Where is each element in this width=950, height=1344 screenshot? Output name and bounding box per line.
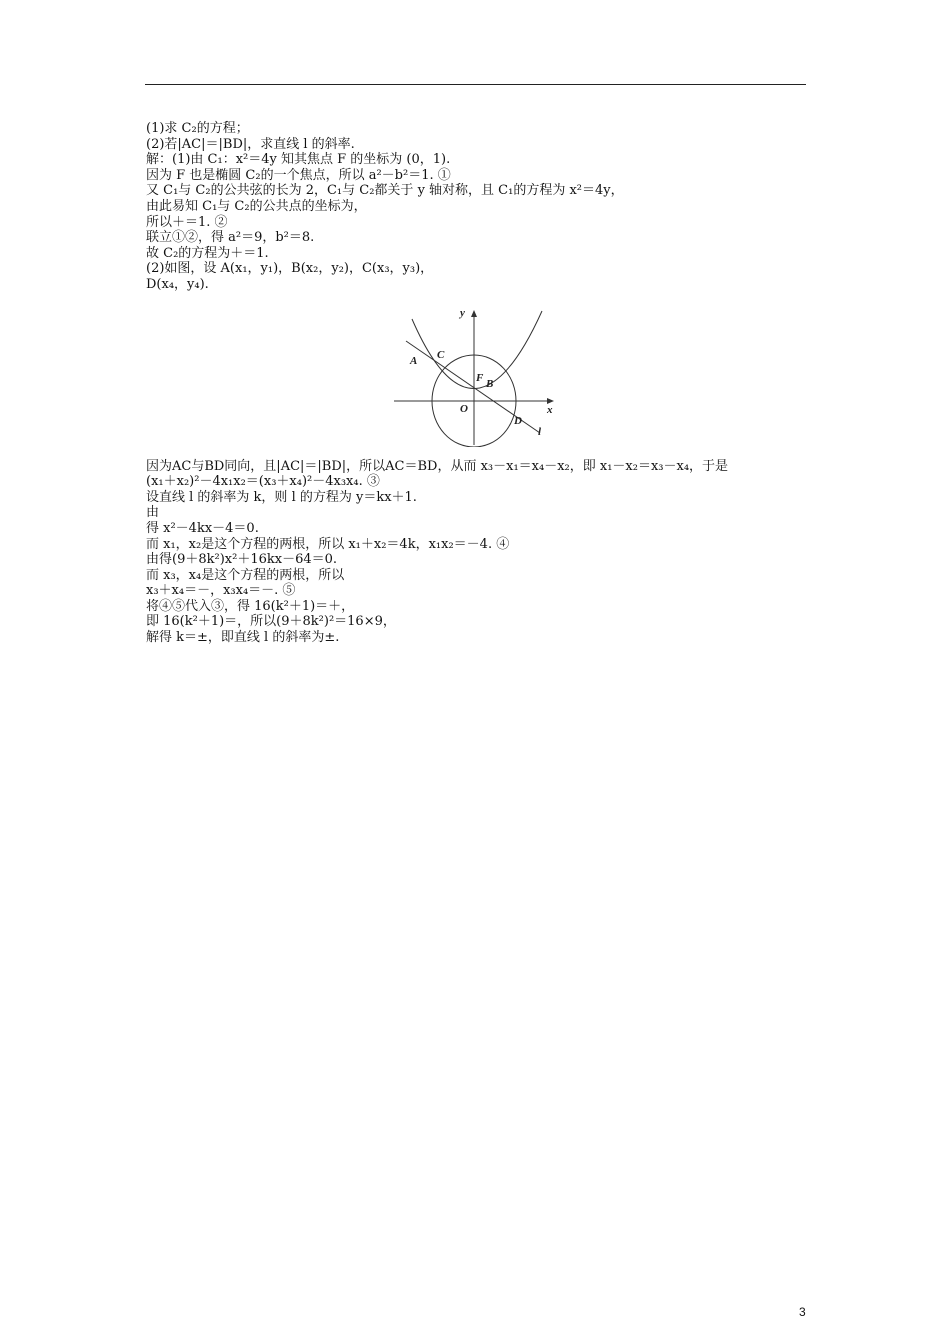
text-line: 而 x₃，x₄是这个方程的两根，所以 (146, 567, 345, 583)
text-line: (2)如图，设 A(x₁，y₁)，B(x₂，y₂)，C(x₃，y₃)， (146, 261, 434, 277)
text-line: (x₁＋x₂)²－4x₁x₂＝(x₃＋x₄)²－4x₃x₄. ③ (146, 474, 380, 490)
text-line: 因为 F 也是椭圆 C₂的一个焦点，所以 a²－b²＝1. ① (146, 167, 451, 183)
label-D: D (514, 415, 522, 427)
header-rule (145, 84, 806, 85)
text-line: 因为AC与BD同向，且|AC|＝|BD|，所以AC＝BD，从而 x₃－x₁＝x₄－x₂，即 x₁－x₂＝x₃－x₄，于是 (146, 458, 729, 474)
text-line: 故 C₂的方程为＋＝1. (146, 245, 269, 261)
y-axis-arrow (471, 310, 477, 317)
text-line: (1)求 C₂的方程； (146, 121, 249, 136)
text-line: 联立①②，得 a²＝9，b²＝8. (146, 230, 315, 246)
label-l: l (538, 426, 542, 438)
text-line: 由此易知 C₁与 C₂的公共点的坐标为， (146, 198, 367, 214)
label-y: y (460, 307, 465, 319)
label-C: C (437, 349, 445, 361)
geometry-figure (392, 307, 560, 447)
text-line: 得 x²－4kx－4＝0. (146, 520, 259, 536)
figure-svg (392, 307, 560, 447)
page-number: 3 (799, 1305, 806, 1319)
text-line: 解得 k＝±，即直线 l 的斜率为±. (146, 630, 340, 646)
text-line: (2)若|AC|＝|BD|，求直线 l 的斜率. (146, 136, 355, 152)
text-line: 又 C₁与 C₂的公共弦的长为 2，C₁与 C₂都关于 y 轴对称，且 C₁的方程为 x²＝4y， (146, 183, 624, 199)
text-line: D(x₄，y₄). (146, 276, 209, 292)
text-line: 将④⑤代入③，得 16(k²＋1)＝＋， (146, 598, 355, 614)
label-B: B (486, 378, 494, 390)
label-A: A (410, 355, 418, 367)
text-line: 设直线 l 的斜率为 k，则 l 的方程为 y＝kx＋1. (146, 489, 417, 505)
label-O: O (460, 403, 468, 415)
label-x: x (547, 404, 553, 416)
text-line: 所以＋＝1. ② (146, 214, 228, 230)
text-line: 由得(9＋8k²)x²＋16kx－64＝0. (146, 552, 338, 568)
text-line: x₃＋x₄＝－，x₃x₄＝－. ⑤ (146, 583, 296, 599)
label-F: F (476, 372, 484, 384)
text-line: 解：(1)由 C₁：x²＝4y 知其焦点 F 的坐标为 (0，1). (146, 152, 451, 168)
text-line: 而 x₁，x₂是这个方程的两根，所以 x₁＋x₂＝4k，x₁x₂＝－4. ④ (146, 536, 510, 552)
text-line: 即 16(k²＋1)＝，所以(9＋8k²)²＝16×9， (146, 614, 396, 630)
text-line: 由 (146, 505, 160, 521)
